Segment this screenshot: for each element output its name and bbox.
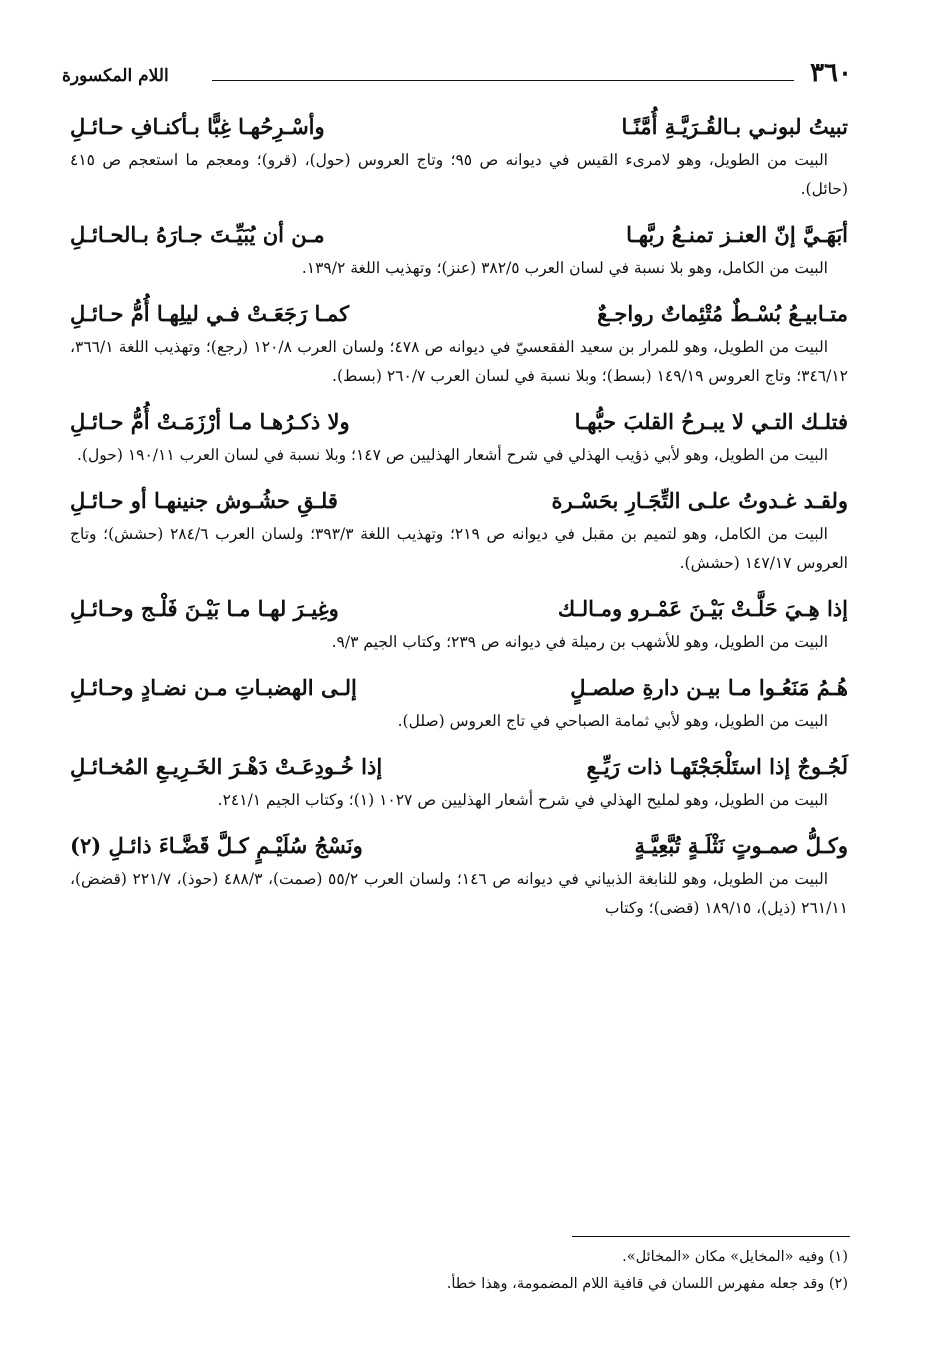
first-hemistich: أبَهَـيَّ إنّ العنـز تمنـعُ ربَّهـا [626,222,848,247]
verse-citation: البيت من الطويل، وهو لأبي ثمامة الصباحي في تاج العروس (صلل). [397,712,828,730]
second-hemistich: ولا ذكـرُهـا مـا أرْزَمَـتْ أُمُّ حـائـلِ [70,409,350,434]
verse-line [70,216,848,254]
verse-line [70,669,848,707]
first-hemistich: ولقـد غـدوتُ علـى التِّجَـارِ بحَسْـرة [551,488,848,513]
verse-entry [70,748,848,815]
page-number: ٣٦٠ [810,58,852,88]
footnote: (١) وفيه «المخايل» مكان «المخائل». [622,1249,848,1265]
footnote: (٢) وقد جعله مفهرس اللسان في قافية اللام المضمومة، وهذا خطأ. [446,1276,848,1292]
verse-entry [70,827,848,923]
page-header [62,58,852,92]
first-hemistich: متـابيـعُ بُسْـطٌ مُتْئِماتٌ رواجـعٌ [597,301,848,326]
verse-entry [70,669,848,736]
footnote-rule [572,1236,850,1237]
verse-line [70,295,848,333]
verse-entries [70,108,848,935]
verse-citation: البيت من الطويل، وهو للمرار بن سعيد الفقعسيّ في ديوانه ص ٤٧٨؛ ولسان العرب ١٢٠/٨ (رجع)؛ وتهذيب اللغة ٣٦٦/١، ٣٤٦/١٢؛ وتاج العروس ١٤٩/١٩ (بسط)؛ وبلا نسبة في لسان العرب ٢٦٠/٧ (بسط). [70,338,848,385]
verse-line [70,403,848,441]
verse-line [70,108,848,146]
second-hemistich: قلـقِ حشُـوش جنينهـا أو حـائـلِ [70,488,338,513]
verse-entry [70,590,848,657]
verse-line [70,590,848,628]
verse-entry [70,295,848,391]
verse-entry [70,216,848,283]
second-hemistich: وأسْـرِحُهـا غِبًّا بـأكنـافِ حـائـلِ [70,114,325,139]
first-hemistich: لَجُـوجٌ إذا استَلْجَجْتَهـا ذات رَيِّـعِ [586,754,848,779]
first-hemistich: تبيتُ لبونـي بـالقُـرَيَّـةِ أُمَّنًـا [621,114,848,139]
verse-entry [70,108,848,204]
first-hemistich: إذا هِـيَ حَلَّـتْ بَيْـنَ عَمْـرو ومـالـك [557,596,848,621]
second-hemistich: كمـا رَجَعَـتْ فـي ليلِهـا أُمُّ حـائـلِ [70,301,350,326]
verse-citation: البيت من الطويل، وهو للنابغة الذبياني في ديوانه ص ١٤٦؛ ولسان العرب ٥٥/٢ (صمت)، ٤٨٨/٣ (حوذ)، ٢٢١/٧ (قضض)، ٢٦١/١١ (ذيل)، ١٨٩/١٥ (قضى)؛ وكتاب [70,870,848,917]
second-hemistich: وغِيـرَ لهـا مـا بَيْـنَ فَلْـج وحـائـلِ [70,596,339,621]
verse-citation: البيت من الطويل، وهو للأشهب بن رميلة في ديوانه ص ٢٣٩؛ وكتاب الجيم ٩/٣. [331,633,828,651]
header-rule [212,80,794,81]
verse-citation: البيت من الطويل، وهو لأبي ذؤيب الهذلي في شرح أشعار الهذليين ص ١٤٧؛ وبلا نسبة في لسان العرب ١٩٠/١١ (حول). [77,446,828,464]
footnotes [70,1244,848,1298]
second-hemistich: إلـى الهضبـاتِ مـن نضـادٍ وحـائـلِ [70,675,357,700]
verse-citation: البيت من الكامل، وهو بلا نسبة في لسان العرب ٣٨٢/٥ (عنز)؛ وتهذيب اللغة ١٣٩/٢. [301,259,828,277]
verse-citation: البيت من الكامل، وهو لتميم بن مقبل في ديوانه ص ٢١٩؛ وتهذيب اللغة ٣٩٣/٣؛ ولسان العرب ٢٨٤/٦ (حشش)؛ وتاج العروس ١٤٧/١٧ (حشش). [70,525,848,572]
verse-entry [70,403,848,470]
second-hemistich: إذا خُـودِعَـتْ دَهْـرَ الخَـرِيـعِ المُخـائـلِ [70,754,383,779]
verse-line [70,827,848,865]
verse-citation: البيت من الطويل، وهو لامرىء القيس في ديوانه ص ٩٥؛ وتاج العروس (حول)، (قرو)؛ ومعجم ما استعجم ص ٤١٥ (حائل). [70,151,848,198]
verse-line [70,748,848,786]
verse-citation: البيت من الطويل، وهو لمليح الهذلي في شرح أشعار الهذليين ص ١٠٢٧ (١)؛ وكتاب الجيم ٢٤١/١. [217,791,828,809]
second-hemistich: مـن أن يُبَيِّـتَ جـارَهُ بـالحـائـلِ [70,222,325,247]
verse-entry [70,482,848,578]
first-hemistich: هُـمُ مَنَعُـوا مـا بيـن دارةِ صلصـلٍ [570,675,848,700]
verse-line [70,482,848,520]
first-hemistich: وكـلُّ صمـوتٍ نَثْلَـةٍ تُبَّعِيَّـةٍ [634,833,848,858]
section-title: اللام المكسورة [62,66,169,86]
second-hemistich: ونَسْجُ سُلَيْـمٍ كـلَّ قَضَّـاءَ ذائـلِ (٢) [70,833,363,858]
first-hemistich: فتلـك التـي لا يبـرحُ القلبَ حبُّهـا [574,409,848,434]
